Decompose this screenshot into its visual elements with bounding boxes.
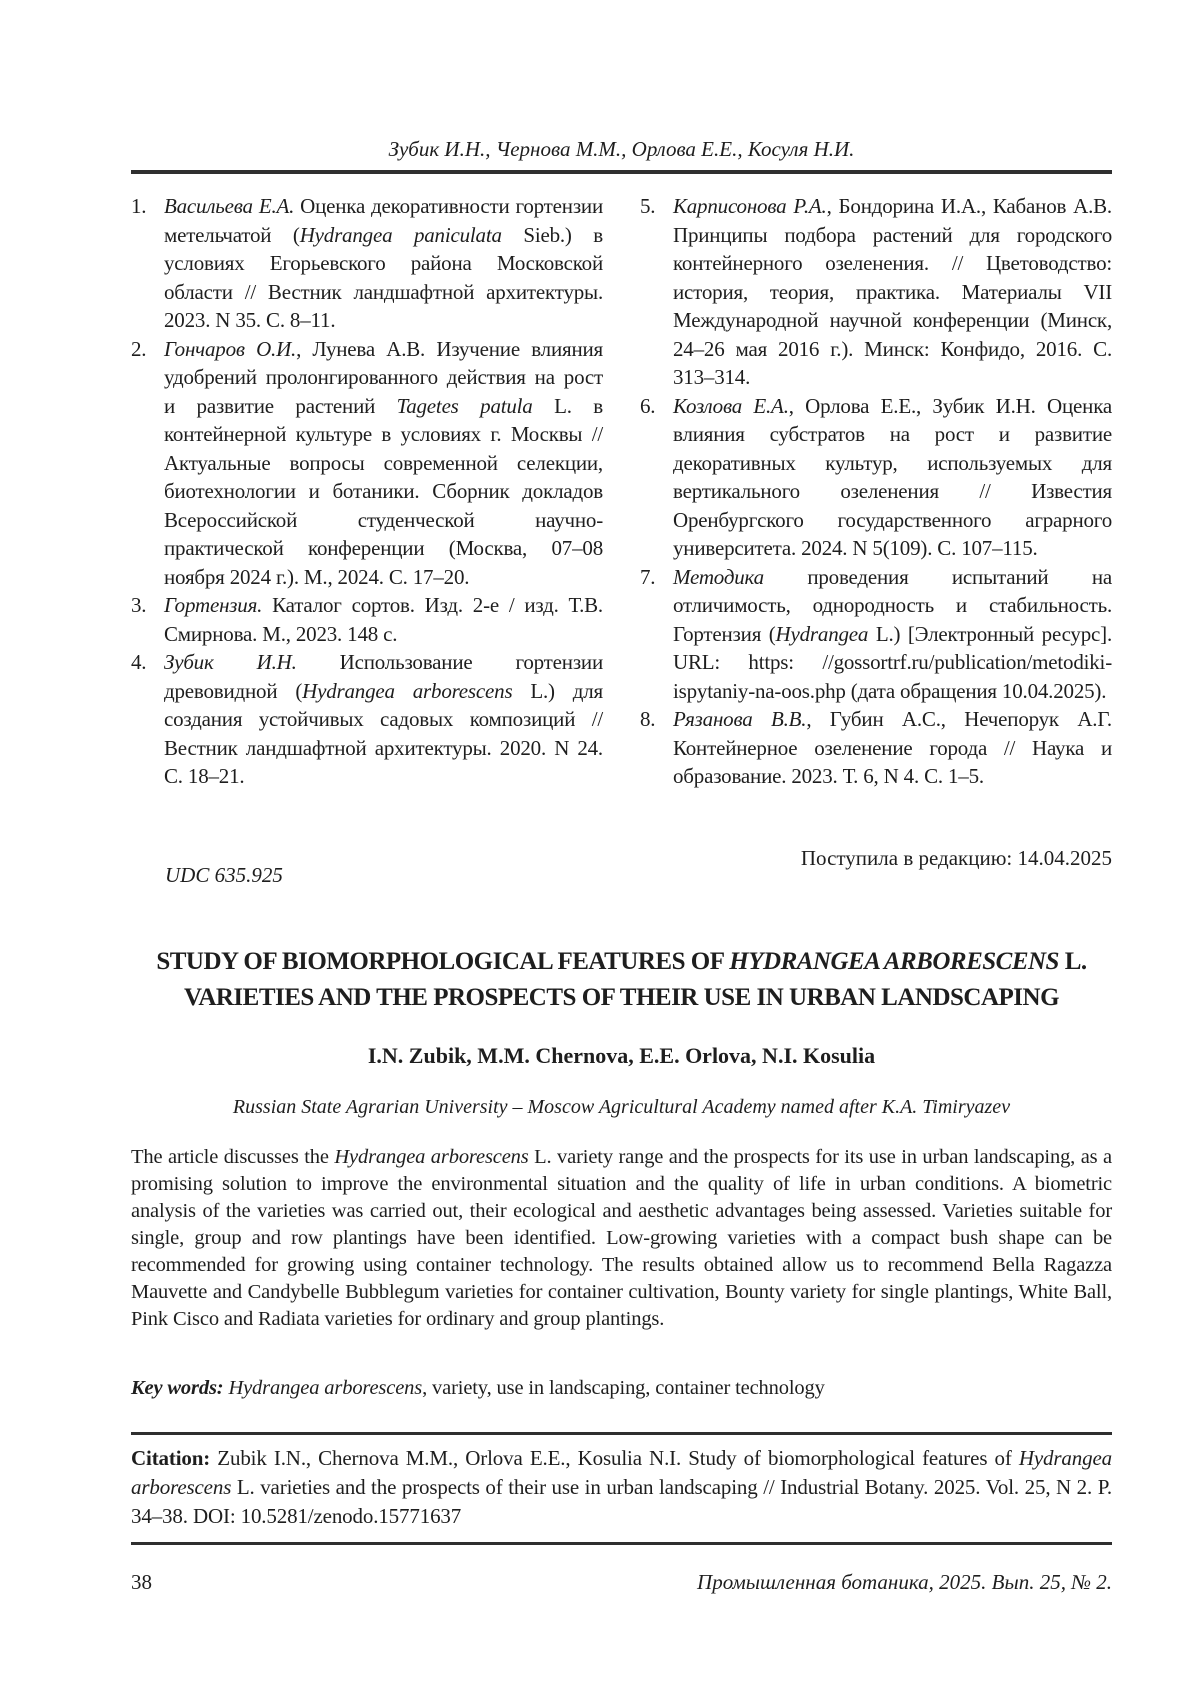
reference-number: 1. <box>131 194 147 218</box>
reference-number: 5. <box>640 194 656 218</box>
reference-text: Гортензия. Каталог сортов. Изд. 2-е / изд. Т.В. Смирнова. М., 2023. 148 с. <box>164 593 603 646</box>
reference-number: 8. <box>640 707 656 731</box>
reference-number: 7. <box>640 564 656 589</box>
udc-label: UDC 635.925 <box>165 862 283 887</box>
article-title: STUDY OF BIOMORPHOLOGICAL FEATURES OF HYDRANGEA ARBORESCENS L. VARIETIES AND THE PROSPECTS OF THEIR USE IN URBAN LANDSCAPING <box>156 947 1087 1011</box>
reference-text: Методика проведения испытаний на отличимость, однородность и стабильность. Гортензия (Hydrangea L.) [Электронный ресурс]. URL: https: //gossortrf.ru/publication/metodiki-ispytaniy-na-oos.php (дата обращения 10.04.2025). <box>673 564 1112 703</box>
reference-text: Зубик И.Н. Использование гортензии древовидной (Hydrangea arborescens L.) для создания устойчивых садовых композиций // Вестник ландшафтной архитектуры. 2020. N 24. С. 18–21. <box>164 650 603 788</box>
reference-item <box>640 563 1112 706</box>
reference-item <box>640 392 1112 563</box>
abstract-text: The article discusses the Hydrangea arborescens L. variety range and the prospects for its use in urban landscaping, as a promising solution to improve the environmental situation and the quality of life in urban conditions. A biometric analysis of the varieties was carried out, their ecological and aesthetic advantages being assessed. Varieties suitable for single, group and row plantings have been identified. Low-growing varieties with a compact bush shape can be recommended for growing using container technology. The results obtained allow us to recommend Bella Ragazza Mauvette and Candybelle Bubblegum varieties for container cultivation, Bounty variety for single plantings, White Ball, Pink Cisco and Radiata varieties for ordinary and group plantings. <box>131 1145 1112 1330</box>
reference-text: Гончаров О.И., Лунева А.В. Изучение влияния удобрений пролонгированного действия на рост и развитие растений Tagetes patula L. в контейнерной культуре в условиях г. Москвы // Актуальные вопросы современной селекции, биотехнологии и ботаники. Сборник докладов Всероссийской студенческой научно-практической конференции (Москва, 07–08 ноября 2024 г.). М., 2024. С. 17–20. <box>164 336 603 589</box>
reference-text: Васильева Е.А. Оценка декоративности гортензии метельчатой (Hydrangea paniculata Sieb.) в условиях Егорьевского района Московской области // Вестник ландшафтной архитектуры. 2023. N 35. С. 8–11. <box>164 194 603 332</box>
citation-block <box>131 1432 1112 1545</box>
reference-list <box>131 192 1112 791</box>
reference-item <box>131 648 603 791</box>
reference-item <box>131 591 603 648</box>
reference-column-left <box>131 192 603 791</box>
reference-text: Рязанова В.В., Губин А.С., Нечепорук А.Г. Контейнерное озеленение города // Наука и образование. 2023. Т. 6, N 4. С. 1–5. <box>673 707 1112 788</box>
reference-item <box>131 192 603 335</box>
page-footer <box>131 1569 1112 1595</box>
reference-item <box>640 705 1112 791</box>
running-head: Зубик И.Н., Чернова М.М., Орлова Е.Е., Косуля Н.И. <box>388 137 855 161</box>
received-date: Поступила в редакцию: 14.04.2025 <box>800 845 1112 870</box>
keywords-line: Key words: Hydrangea arborescens, variety, use in landscaping, container technology <box>131 1376 825 1399</box>
reference-number: 4. <box>131 650 147 674</box>
citation-text: Citation: Zubik I.N., Chernova M.M., Orlova E.E., Kosulia N.I. Study of biomorphological features of Hydrangea arborescens L. varieties and the prospects of their use in urban landscaping // Industrial Botany. 2025. Vol. 25, N 2. P. 34–38. DOI: 10.5281/zenodo.15771637 <box>131 1445 1112 1528</box>
journal-reference: Промышленная ботаника, 2025. Вып. 25, № 2. <box>697 1569 1112 1594</box>
affiliation-line: Russian State Agrarian University – Moscow Agricultural Academy named after K.A. Timiryazev <box>232 1095 1011 1118</box>
reference-text: Карписонова Р.А., Бондорина И.А., Кабанов А.В. Принципы подбора растений для городского контейнерного озеленения. // Цветоводство: история, теория, практика. Материалы VII Международной научной конференции (Минск, 24–26 мая 2016 г.). Минск: Конфидо, 2016. С. 313–314. <box>673 194 1112 389</box>
reference-number: 3. <box>131 593 147 617</box>
page-number: 38 <box>131 1569 152 1594</box>
reference-text: Козлова Е.А., Орлова Е.Е., Зубик И.Н. Оценка влияния субстратов на рост и развитие декоративных культур, используемых для вертикального озеленения // Известия Оренбургского государственного аграрного университета. 2024. N 5(109). С. 107–115. <box>673 393 1113 560</box>
header-rule <box>131 170 1112 174</box>
reference-item <box>640 192 1112 392</box>
reference-number: 6. <box>640 393 656 418</box>
reference-number: 2. <box>131 336 147 361</box>
received-udc-block <box>131 845 1112 888</box>
reference-item <box>131 335 603 592</box>
reference-column-right <box>640 192 1112 791</box>
authors-line: I.N. Zubik, M.M. Chernova, E.E. Orlova, N.I. Kosulia <box>367 1042 876 1068</box>
